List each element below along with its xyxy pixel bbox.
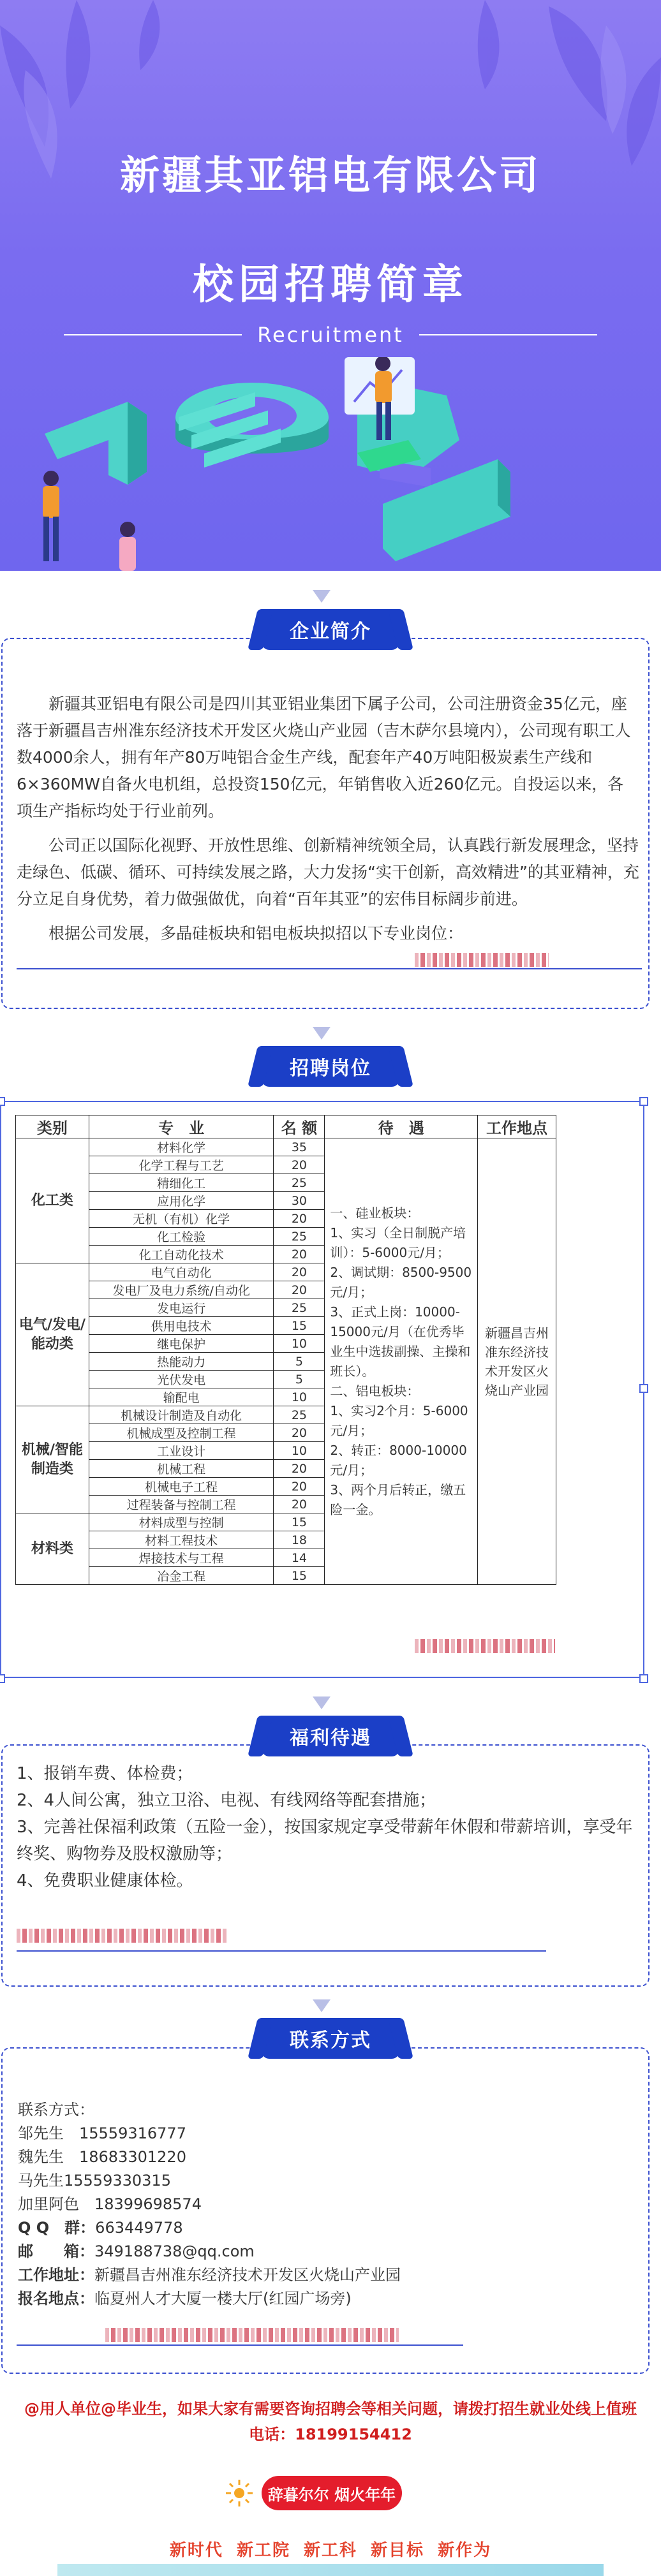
company-name: 新疆其亚铝电有限公司: [119, 152, 541, 198]
count-cell: 15: [274, 1317, 325, 1335]
table-header-row: [16, 1115, 556, 1138]
list-item: 2、4人间公寓，独立卫浴、电视、有线网络等配套措施；: [17, 1791, 436, 1810]
major-cell: 输配电: [89, 1388, 274, 1406]
treatment-line: 3、两个月后转正，缴五险一金。: [330, 1482, 466, 1517]
list-item: 4、免费职业健康体检。: [17, 1871, 193, 1890]
footer-slogan: 新时代 新工院 新工科 新目标 新作为: [169, 2541, 492, 2560]
major-cell: 继电保护: [89, 1335, 274, 1353]
major-cell: 材料化学: [89, 1138, 274, 1156]
count-cell: 25: [274, 1406, 325, 1424]
treatment-cell: [325, 1138, 478, 1585]
hero-banner: [0, 0, 661, 571]
slogan-badge: 辞暮尔尔 烟火年年: [262, 2476, 402, 2510]
intro-paragraph: 公司正以国际化视野、开放性思维、创新精神统领全局，认真践行新发展理念，坚持走绿色、低碳、循环、可持续发展之路，大力发扬“实干创新，高效精进”的其亚精神，充分立足自身优势，着力做强做优，向着“百年其亚”的宏伟目标阔步前进。: [17, 836, 639, 908]
category-cell: 机械/智能制造类: [16, 1406, 89, 1513]
category-cell: 材料类: [16, 1513, 89, 1585]
treatment-line: 1、实习（全日制脱产培训）：5-6000元/月；: [330, 1225, 466, 1260]
treatment-line: 2、调试期：8500-9500元/月；: [330, 1264, 472, 1300]
signup-value: 临夏州人才大厦一楼大厅(红园广场旁): [94, 2290, 352, 2307]
stamp-decoration: [17, 1929, 227, 1943]
sun-icon: [225, 2478, 254, 2508]
intro-text: [17, 691, 639, 955]
count-cell: 20: [274, 1281, 325, 1299]
divider: [17, 968, 642, 969]
section-title-contact: 联系方式: [262, 2018, 399, 2059]
treatment-line: 1、实习2个月：5-6000元/月；: [330, 1402, 468, 1438]
notice-line: @用人单位@毕业生，如果大家有需要咨询招聘会等相关问题，请拨打招生就业处线上值班: [24, 2400, 637, 2418]
major-cell: 供用电技术: [89, 1317, 274, 1335]
arrow-down-icon: [313, 1999, 330, 2012]
divider: [17, 1950, 546, 1952]
major-cell: 发电运行: [89, 1299, 274, 1317]
count-cell: 25: [274, 1228, 325, 1246]
count-cell: 35: [274, 1138, 325, 1156]
count-cell: 5: [274, 1353, 325, 1371]
treatment-line: 一、硅业板块：: [330, 1205, 420, 1221]
count-cell: 20: [274, 1210, 325, 1228]
resize-handle[interactable]: [639, 1097, 648, 1106]
stamp-decoration: [105, 2328, 399, 2342]
qq-label: Q Q 群：: [18, 2219, 96, 2237]
major-cell: 机械成型及控制工程: [89, 1424, 274, 1442]
notice-phone[interactable]: 电话：18199154412: [249, 2425, 412, 2443]
major-cell: 发电厂及电力系统/自动化: [89, 1281, 274, 1299]
subtitle: Recruitment: [257, 323, 404, 347]
major-cell: 机械设计制造及自动化: [89, 1406, 274, 1424]
contact-person[interactable]: 加里阿色 18399698574: [18, 2195, 202, 2213]
major-cell: 机械工程: [89, 1460, 274, 1478]
section-title-jobs: 招聘岗位: [262, 1046, 399, 1087]
footer-banner: [57, 2564, 604, 2576]
resize-handle[interactable]: [0, 1674, 5, 1683]
resize-handle[interactable]: [639, 1384, 648, 1393]
resize-handle[interactable]: [639, 1674, 648, 1683]
intro-paragraph: 新疆其亚铝电有限公司是四川其亚铝业集团下属子公司，公司注册资金35亿元，座落于新疆昌吉州准东经济技术开发区火烧山产业园（吉木萨尔县境内），公司现有职工人数4000余人，拥有年产80万吨铝合金生产线，配套年产40万吨阳极炭素生产线和6×360MW自备火电机组，总投资150亿元，年销售收入近260亿元。自投运以来，各项生产指标均处于行业前列。: [17, 695, 631, 820]
count-cell: 20: [274, 1263, 325, 1281]
signup-label: 报名地点：: [18, 2290, 94, 2307]
count-cell: 10: [274, 1442, 325, 1460]
count-cell: 10: [274, 1388, 325, 1406]
treatment-line: 二、铝电板块：: [330, 1383, 420, 1399]
count-cell: 10: [274, 1335, 325, 1353]
major-cell: 工业设计: [89, 1442, 274, 1460]
count-cell: 20: [274, 1478, 325, 1496]
stamp-decoration: [415, 953, 549, 967]
contact-label: 联系方式：: [18, 2101, 94, 2119]
count-cell: 15: [274, 1513, 325, 1531]
count-cell: 25: [274, 1174, 325, 1192]
arrow-down-icon: [313, 590, 330, 603]
major-cell: 应用化学: [89, 1192, 274, 1210]
major-cell: 光伏发电: [89, 1371, 274, 1388]
contact-person[interactable]: 魏先生 18683301220: [18, 2148, 186, 2166]
major-cell: 焊接技术与工程: [89, 1549, 274, 1567]
arrow-down-icon: [313, 1696, 330, 1709]
major-cell: 热能动力: [89, 1353, 274, 1371]
column-header: 工作地点: [478, 1115, 556, 1138]
major-cell: 电气自动化: [89, 1263, 274, 1281]
contact-person[interactable]: 邹先生 15559316777: [18, 2124, 186, 2142]
list-item: 1、报销车费、体检费；: [17, 1764, 193, 1783]
arrow-down-icon: [313, 1027, 330, 1040]
column-header: 待 遇: [325, 1115, 478, 1138]
list-item: 3、完善社保福利政策（五险一金），按国家规定享受带薪年休假和带薪培训，享受年终奖、购物券及股权激励等；: [17, 1818, 633, 1864]
count-cell: 25: [274, 1299, 325, 1317]
jobs-table: [15, 1115, 556, 1585]
major-cell: 材料工程技术: [89, 1531, 274, 1549]
email-link[interactable]: 349188738@qq.com: [94, 2242, 255, 2260]
count-cell: 14: [274, 1549, 325, 1567]
divider: [64, 334, 242, 335]
column-header: 名 额: [274, 1115, 325, 1138]
job-illustration-icon: [0, 357, 661, 571]
count-cell: 18: [274, 1531, 325, 1549]
subtitle-row: [64, 319, 597, 351]
contact-person[interactable]: 马先生15559330315: [18, 2172, 171, 2190]
count-cell: 15: [274, 1567, 325, 1585]
email-label: 邮 箱：: [18, 2242, 94, 2260]
count-cell: 20: [274, 1460, 325, 1478]
count-cell: 20: [274, 1496, 325, 1513]
count-cell: 20: [274, 1424, 325, 1442]
major-cell: 化工自动化技术: [89, 1246, 274, 1263]
resize-handle[interactable]: [0, 1097, 5, 1106]
section-title-benefits: 福利待遇: [262, 1716, 399, 1756]
major-cell: 精细化工: [89, 1174, 274, 1192]
major-cell: 化学工程与工艺: [89, 1156, 274, 1174]
major-cell: 过程装备与控制工程: [89, 1496, 274, 1513]
table-row: [16, 1138, 556, 1156]
treatment-line: 2、转正：8000-10000元/月；: [330, 1442, 467, 1478]
divider: [17, 2344, 463, 2346]
major-cell: 冶金工程: [89, 1567, 274, 1585]
address-label: 工作地址：: [18, 2266, 94, 2284]
category-cell: 电气/发电/能动类: [16, 1263, 89, 1406]
major-cell: 材料成型与控制: [89, 1513, 274, 1531]
column-header: 专 业: [89, 1115, 274, 1138]
category-cell: 化工类: [16, 1138, 89, 1263]
location-cell: 新疆昌吉州准东经济技术开发区火烧山产业园: [478, 1138, 556, 1585]
count-cell: 20: [274, 1156, 325, 1174]
address-value: 新疆昌吉州准东经济技术开发区火烧山产业园: [94, 2266, 401, 2284]
count-cell: 30: [274, 1192, 325, 1210]
intro-paragraph: 根据公司发展，多晶硅板块和铝电板块拟招以下专业岗位：: [48, 924, 464, 943]
major-cell: 机械电子工程: [89, 1478, 274, 1496]
contact-info: [18, 2098, 592, 2311]
column-header: 类别: [16, 1115, 89, 1138]
major-cell: 无机（有机）化学: [89, 1210, 274, 1228]
qq-number[interactable]: 663449778: [95, 2219, 183, 2237]
treatment-line: 3、正式上岗：10000-15000元/月（在优秀毕业生中选拔副操、主操和班长）。: [330, 1304, 471, 1379]
major-cell: 化工检验: [89, 1228, 274, 1246]
divider: [419, 334, 597, 335]
stamp-decoration: [415, 1639, 555, 1653]
benefits-list: [17, 1751, 642, 1894]
page-title: 校园招聘简章: [193, 261, 468, 309]
section-title-intro: 企业简介: [262, 609, 399, 650]
count-cell: 20: [274, 1246, 325, 1263]
count-cell: 5: [274, 1371, 325, 1388]
